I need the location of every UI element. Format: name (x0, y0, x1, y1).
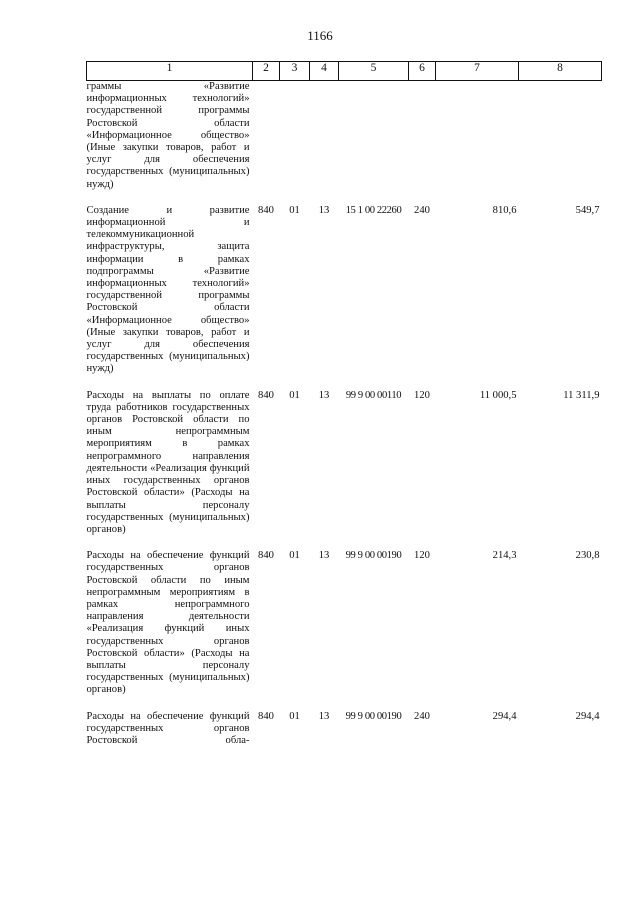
row-col-4: 13 (318, 550, 330, 562)
row-col-7: 11 000,5 (479, 389, 517, 401)
page-number: 1166 (307, 28, 333, 43)
row-col-6: 240 (414, 710, 430, 722)
column-header-7: 7 (436, 62, 519, 81)
row-col-8: 230,8 (575, 550, 600, 562)
row-col-3: 01 (289, 550, 300, 562)
row-col-2: 840 (258, 710, 274, 722)
row-col-6: 120 (414, 550, 430, 562)
row-col-3: 01 (289, 389, 300, 401)
row-description: Создание и развитие информационной и телекоммуникационной инфраструктуры, защита информации в рамках подпрограммы «Развитие информационных технологий» государственной программы Ростовской области «Информационное общество» (Иные закупки товаров, работ и услуг для обеспечения государственных (муниципальных) нужд) (86, 204, 250, 375)
table-row (87, 390, 602, 536)
table-row (87, 81, 602, 191)
row-col-5: 15 1 00 22260 (345, 204, 402, 216)
column-header-8: 8 (519, 62, 602, 81)
row-col-8: 549,7 (575, 204, 600, 216)
row-col-3: 01 (289, 710, 300, 722)
column-header-4: 4 (310, 62, 339, 81)
row-col-4: 13 (318, 204, 330, 216)
row-col-5: 99 9 00 00190 (345, 550, 402, 562)
table-row (87, 711, 602, 748)
row-description: граммы «Развитие информационных технологий» государственной программы Ростовской области «Информационное общество» (Иные закупки товаров, работ и услуг для обеспечения государственных (муниципальных) нужд) (86, 81, 250, 190)
row-col-6: 240 (414, 204, 430, 216)
row-col-3: 01 (289, 204, 300, 216)
row-col-7: 214,3 (492, 550, 517, 562)
row-col-3 (280, 81, 310, 191)
row-col-5: 99 9 00 00110 (345, 389, 402, 401)
column-header-5: 5 (339, 62, 409, 81)
row-col-7: 810,6 (492, 204, 517, 216)
column-header-2: 2 (253, 62, 280, 81)
budget-table (86, 61, 602, 747)
row-col-4 (310, 81, 339, 191)
row-col-6 (409, 81, 436, 191)
row-col-7 (436, 81, 519, 191)
row-col-2: 840 (258, 389, 274, 401)
row-col-2: 840 (258, 204, 274, 216)
table-row (87, 550, 602, 696)
header-row (87, 62, 602, 81)
row-col-8 (519, 81, 602, 191)
row-col-4: 13 (318, 710, 330, 722)
row-col-2: 840 (258, 550, 274, 562)
row-col-5: 99 9 00 00190 (345, 710, 402, 722)
column-header-1: 1 (87, 62, 253, 81)
row-col-6: 120 (414, 389, 430, 401)
row-col-4: 13 (318, 389, 330, 401)
row-description: Расходы на обеспечение функций государственных органов Ростовской обла- (86, 710, 250, 746)
row-col-8: 294,4 (575, 710, 600, 722)
row-col-2 (253, 81, 280, 191)
row-description: Расходы на обеспечение функций государственных органов Ростовской области по иным непрограммным мероприятиям в рамках непрограммного направления деятельности «Реализация функций иных государственных органов Ростовской области» (Расходы на выплаты персоналу государственных (муниципальных) органов) (86, 550, 250, 696)
table-row (87, 205, 602, 376)
row-col-8: 11 311,9 (563, 389, 600, 401)
column-header-3: 3 (280, 62, 310, 81)
column-header-6: 6 (409, 62, 436, 81)
row-col-5 (339, 81, 409, 191)
row-col-7: 294,4 (492, 710, 517, 722)
row-description: Расходы на выплаты по оплате труда работников государственных органов Ростовской области по иным непрограммным мероприятиям в рамках непрограммного направления деятельности «Реализация функций иных государственных органов Ростовской области» (Расходы на выплаты персоналу государственных (муниципальных) органов) (86, 389, 250, 535)
